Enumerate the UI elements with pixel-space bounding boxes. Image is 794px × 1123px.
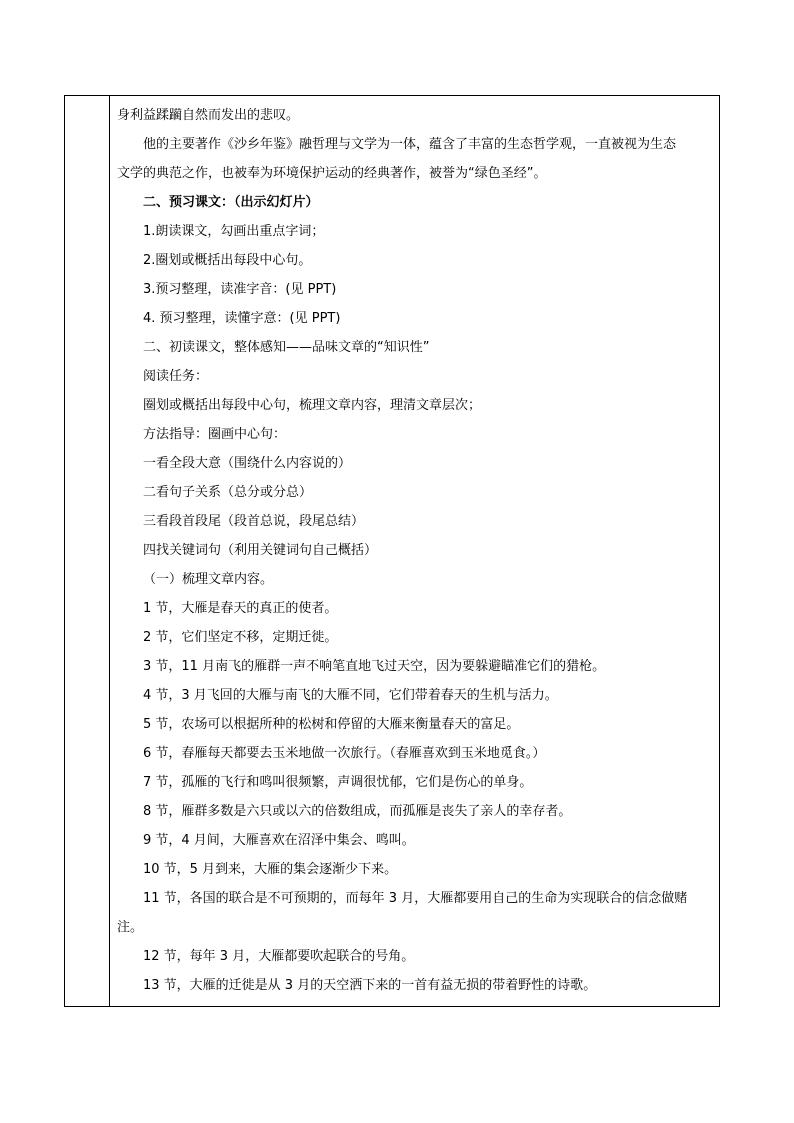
content-line: 9 节，4 月间，大雁喜欢在沼泽中集会、鸣叫。 [143,833,415,848]
content-line: 二、预习课文：（出示幻灯片） [143,195,319,210]
content-line: 一看全段大意（围绕什么内容说的） [143,456,352,471]
content-line: 3 节，11 月南飞的雁群一声不响笔直地飞过天空，因为要躲避瞄准它们的猎枪。 [143,659,606,674]
content-line: 身利益蹂躏自然而发出的悲叹。 [117,108,300,123]
content-line: 三看段首段尾（段首总说，段尾总结） [143,514,365,529]
content-line: 11 节，各国的联合是不可预期的，而每年 3 月，大雁都要用自己的生命为实现联合的信念做赌 [143,891,688,906]
content-line: 二、初读课文，整体感知——品味文章的“知识性” [143,340,430,355]
content-line: 1 节，大雁是春天的真正的使者。 [143,601,338,616]
content-line: 1.朗读课文，勾画出重点字词； [143,224,325,239]
content-line: 7 节，孤雁的飞行和鸣叫很频繁，声调很忧郁，它们是伤心的单身。 [143,775,533,790]
content-line: 四找关键词句（利用关键词句自己概括） [143,543,378,558]
content-line: 文学的典范之作，也被奉为环境保护运动的经典著作，被誉为“绿色圣经”。 [117,166,547,181]
content-line: 方法指导：圈画中心句： [143,427,287,442]
content-line: 4 节，3 月飞回的大雁与南飞的大雁不同，它们带着春天的生机与活力。 [143,688,558,703]
content-line: 5 节，农场可以根据所种的松树和停留的大雁来衡量春天的富足。 [143,717,520,732]
content-line: 10 节，5 月到来，大雁的集会逐渐少下来。 [143,862,398,877]
content-line: 4. 预习整理，读懂字意：(见 PPT) [143,311,341,326]
content-line: 阅读任务： [143,369,209,384]
content-line: 二看句子关系（总分或分总） [143,485,313,500]
lesson-content [117,101,713,1000]
content-line: 12 节，每年 3 月，大雁都要吹起联合的号角。 [143,949,415,964]
table-right-column [110,96,719,1006]
content-line: 2.圈划或概括出每段中心句。 [143,253,312,268]
content-line: （一）梳理文章内容。 [143,572,274,587]
content-line: 3.预习整理，读准字音：(见 PPT) [143,282,337,297]
table-left-column [65,96,110,1006]
content-line: 注。 [117,920,144,935]
content-line: 2 节，它们坚定不移，定期迁徙。 [143,630,338,645]
content-line: 6 节，春雁每天都要去玉米地做一次旅行。（春雁喜欢到玉米地觅食。） [143,746,546,761]
content-line: 圈划或概括出每段中心句，梳理文章内容，理清文章层次； [143,398,482,413]
lesson-table [64,95,720,1007]
content-line: 他的主要著作《沙乡年鉴》融哲理与文学为一体，蕴含了丰富的生态哲学观，一直被视为生态 [143,137,677,152]
content-line: 13 节，大雁的迁徙是从 3 月的天空洒下来的一首有益无损的带着野性的诗歌。 [143,978,597,993]
content-line: 8 节，雁群多数是六只或以六的倍数组成，而孤雁是丧失了亲人的幸存者。 [143,804,572,819]
